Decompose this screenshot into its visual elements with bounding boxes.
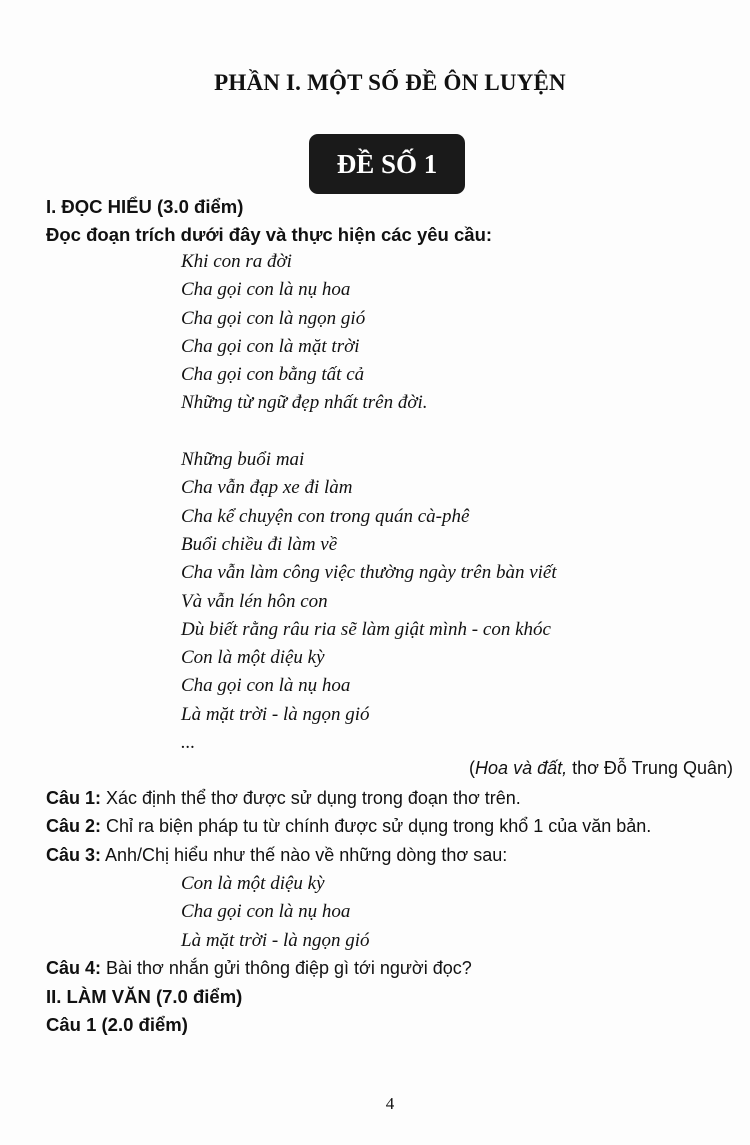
page-number: 4 (385, 1094, 395, 1113)
quoted-poem-lines (181, 870, 370, 955)
question-3 (46, 845, 507, 866)
stanza-gap (181, 418, 557, 446)
writing-question-1-heading: Câu 1 (2.0 điểm) (46, 1014, 188, 1035)
source-work-title: Hoa và đất, (475, 758, 568, 778)
poem-line: Cha vẫn đạp xe đi làm (181, 477, 353, 499)
question-label: Câu 2: (46, 816, 102, 836)
question-2 (46, 816, 651, 837)
poem-line: Và vẫn lén hôn con (181, 590, 328, 612)
question-label: Câu 1: (46, 788, 102, 808)
question-label: Câu 4: (46, 958, 102, 978)
poem-line: Dù biết rằng râu ria sẽ làm giật mình - con khóc (181, 618, 551, 640)
poem-line: Cha vẫn làm công việc thường ngày trên bàn viết (181, 562, 557, 584)
source-open: ( (469, 758, 476, 778)
poem-line: Cha gọi con là nụ hoa (181, 279, 351, 301)
source-author: thơ Đỗ Trung Quân) (567, 758, 733, 778)
part-title: PHẦN I. MỘT SỐ ĐỀ ÔN LUYỆN (214, 70, 566, 95)
question-text: Xác định thể thơ được sử dụng trong đoạn thơ trên. (101, 788, 521, 808)
poem-line: Con là một diệu kỳ (181, 647, 325, 669)
quoted-line: Con là một diệu kỳ (181, 873, 325, 894)
poem-line: Những từ ngữ đẹp nhất trên đời. (181, 392, 428, 414)
exam-number-badge (309, 134, 465, 194)
question-text: Bài thơ nhắn gửi thông điệp gì tới người đọc? (101, 958, 472, 978)
writing-section-heading: II. LÀM VĂN (7.0 điểm) (46, 986, 243, 1007)
quoted-line: Cha gọi con là nụ hoa (181, 901, 351, 923)
poem-line: ... (181, 732, 196, 754)
poem-source (469, 758, 733, 779)
poem-line: Những buổi mai (181, 449, 305, 471)
question-text: Anh/Chị hiểu như thế nào về những dòng thơ sau: (101, 845, 508, 865)
poem-line: Buổi chiều đi làm về (181, 533, 338, 555)
quoted-line: Là mặt trời - là ngọn gió (181, 929, 370, 951)
reading-section-heading: I. ĐỌC HIỂU (3.0 điểm) (46, 196, 244, 217)
question-label: Câu 3: (46, 845, 102, 865)
poem-line: Là mặt trời - là ngọn gió (181, 703, 370, 725)
poem-line: Cha kể chuyện con trong quán cà-phê (181, 505, 470, 527)
poem-line: Cha gọi con bằng tất cả (181, 364, 365, 386)
reading-instruction: Đọc đoạn trích dưới đây và thực hiện các yêu cầu: (46, 224, 493, 245)
exam-number-label: ĐỀ SỐ 1 (336, 148, 438, 179)
poem-line: Cha gọi con là nụ hoa (181, 675, 351, 697)
question-4 (46, 958, 472, 979)
question-text: Chỉ ra biện pháp tu từ chính được sử dụng trong khổ 1 của văn bản. (101, 816, 652, 836)
question-1 (46, 788, 521, 809)
poem-line: Cha gọi con là ngọn gió (181, 307, 366, 329)
poem-excerpt (181, 248, 557, 757)
poem-line: Khi con ra đời (181, 251, 292, 272)
poem-line: Cha gọi con là mặt trời (181, 335, 360, 357)
